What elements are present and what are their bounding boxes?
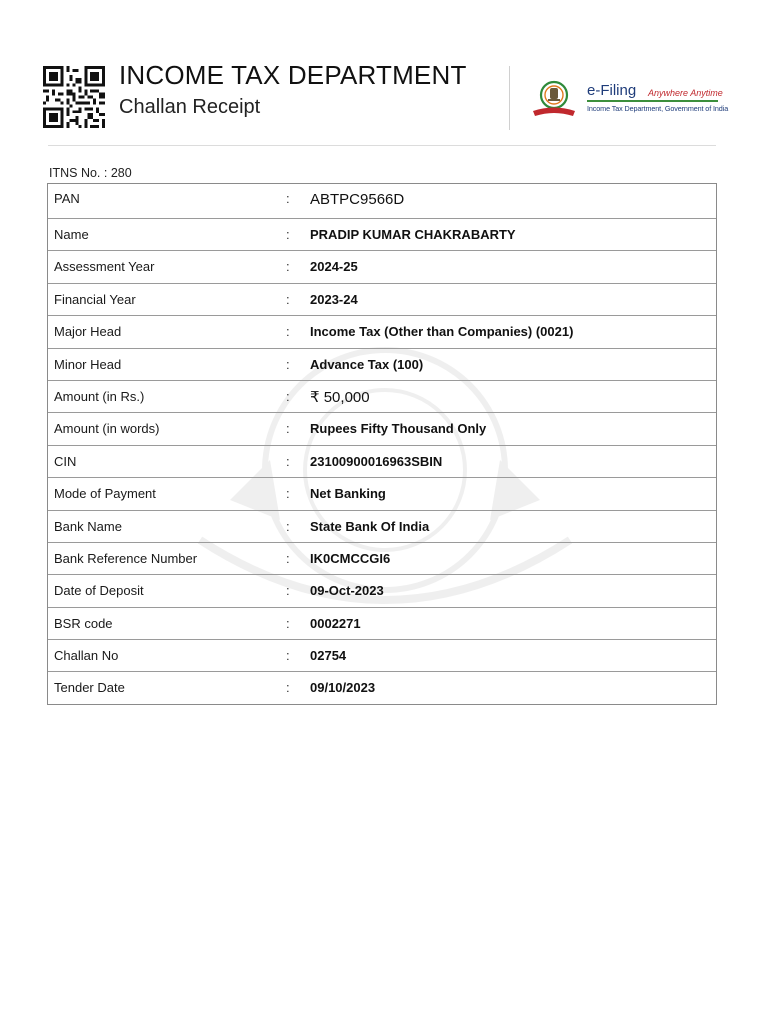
field-separator: : [286,191,290,206]
table-row [48,283,716,315]
table-row [48,542,716,574]
table-row [48,380,716,412]
field-separator: : [286,388,290,404]
field-value: 02754 [310,648,347,664]
table-row [48,510,716,542]
table-row [48,607,716,639]
field-value: ABTPC9566D [310,191,405,208]
field-separator: : [286,486,290,502]
page-title: INCOME TAX DEPARTMENT [119,60,467,90]
table-row [48,184,716,218]
field-label: BSR code [54,615,113,631]
field-separator: : [286,518,290,534]
field-value: State Bank Of India [310,518,430,534]
field-label: Date of Deposit [54,583,144,599]
field-value: 23100900016963SBIN [310,453,443,469]
field-value: Net Banking [310,486,386,502]
table-row [48,671,716,703]
efiling-brand: e-Filing [587,82,637,99]
field-separator: : [286,227,290,242]
emblem-icon [530,78,582,118]
field-value: PRADIP KUMAR CHAKRABARTY [310,227,516,242]
field-label: Challan No [54,648,119,664]
field-label: Tender Date [54,680,125,696]
field-label: Major Head [54,324,122,340]
receipt-header [0,0,768,150]
table-row [48,639,716,671]
itns-number: ITNS No. : 280 [49,166,132,180]
field-label: CIN [54,453,77,469]
field-value: Income Tax (Other than Companies) (0021) [310,324,574,340]
field-value: 2024-25 [310,259,358,275]
table-row [48,477,716,509]
page-subtitle: Challan Receipt [119,96,261,118]
field-separator: : [286,356,290,372]
field-value: Rupees Fifty Thousand Only [310,421,487,437]
field-value: 2023-24 [310,291,358,307]
efiling-department: Income Tax Department, Government of India [587,104,729,113]
efiling-tagline: Anywhere Anytime [648,88,723,98]
field-label: Bank Name [54,518,122,534]
table-row [48,250,716,282]
table-row [48,315,716,347]
field-label: Name [54,227,89,242]
qr-code-icon [43,66,105,128]
field-label: Mode of Payment [54,486,156,502]
field-separator: : [286,550,290,566]
field-value: 0002271 [310,615,361,631]
field-label: Bank Reference Number [54,550,198,566]
field-label: Assessment Year [54,259,155,275]
field-label: PAN [54,191,80,206]
field-value: 09/10/2023 [310,680,376,696]
field-separator: : [286,291,290,307]
challan-details-table [47,183,717,705]
table-row [48,348,716,380]
table-row [48,445,716,477]
field-value: IK0CMCCGI6 [310,550,391,566]
field-label: Financial Year [54,291,136,307]
table-row [48,412,716,444]
field-value: ₹ 50,000 [310,388,370,406]
logo-underline [587,100,718,102]
field-label: Amount (in words) [54,421,160,437]
field-separator: : [286,324,290,340]
header-rule [48,145,716,146]
field-value: Advance Tax (100) [310,356,424,372]
field-separator: : [286,421,290,437]
header-divider [509,66,510,130]
field-label: Amount (in Rs.) [54,388,145,404]
field-separator: : [286,680,290,696]
efiling-logo [530,78,729,118]
table-row [48,218,716,250]
field-separator: : [286,259,290,275]
table-row [48,574,716,606]
field-separator: : [286,615,290,631]
field-separator: : [286,453,290,469]
field-value: 09-Oct-2023 [310,583,384,599]
field-label: Minor Head [54,356,122,372]
field-separator: : [286,583,290,599]
field-separator: : [286,648,290,664]
